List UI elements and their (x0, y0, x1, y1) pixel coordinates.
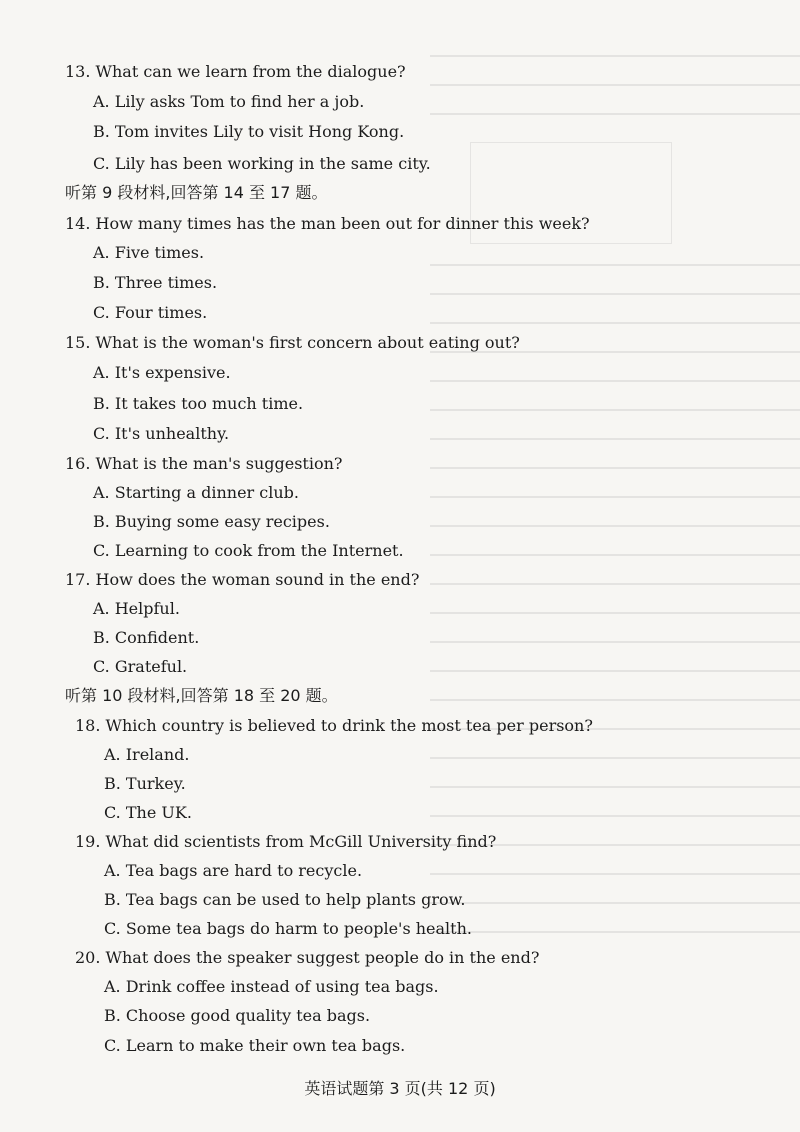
question-16-option-c: C. Learning to cook from the Internet. (93, 541, 404, 560)
question-18-stem: 18. Which country is believed to drink the most tea per person? (75, 716, 593, 735)
question-18-option-c: C. The UK. (104, 803, 192, 822)
page-footer: 英语试题第 3 页(共 12 页) (304, 1079, 496, 1098)
question-20-option-c: C. Learn to make their own tea bags. (104, 1036, 406, 1055)
question-13-option-b: B. Tom invites Lily to visit Hong Kong. (93, 122, 405, 141)
question-19-option-c: C. Some tea bags do harm to people's health. (104, 919, 472, 938)
question-14-option-a: A. Five times. (93, 243, 205, 262)
question-15-stem: 15. What is the woman's first concern about eating out? (65, 333, 520, 352)
question-19-option-a: A. Tea bags are hard to recycle. (104, 861, 363, 880)
question-20-stem: 20. What does the speaker suggest people do in the end? (75, 948, 540, 967)
question-17-option-c: C. Grateful. (93, 657, 188, 676)
question-16-option-a: A. Starting a dinner club. (93, 483, 299, 502)
question-18-option-b: B. Turkey. (104, 774, 186, 793)
question-19-option-b: B. Tea bags can be used to help plants grow. (104, 890, 466, 909)
question-13-stem: 13. What can we learn from the dialogue? (65, 62, 406, 81)
question-15-option-a: A. It's expensive. (93, 363, 231, 382)
question-16-option-b: B. Buying some easy recipes. (93, 512, 330, 531)
question-13-option-a: A. Lily asks Tom to find her a job. (93, 92, 365, 111)
question-17-stem: 17. How does the woman sound in the end? (65, 570, 420, 589)
question-15-option-c: C. It's unhealthy. (93, 424, 230, 443)
question-13-option-c: C. Lily has been working in the same city. (93, 154, 431, 173)
section-10-heading: 听第 10 段材料,回答第 18 至 20 题。 (65, 686, 338, 705)
question-14-option-c: C. Four times. (93, 303, 208, 322)
question-20-option-a: A. Drink coffee instead of using tea bags. (104, 977, 439, 996)
question-14-stem: 14. How many times has the man been out for dinner this week? (65, 214, 590, 233)
question-19-stem: 19. What did scientists from McGill University find? (75, 832, 497, 851)
question-17-option-a: A. Helpful. (93, 599, 180, 618)
question-18-option-a: A. Ireland. (104, 745, 190, 764)
question-15-option-b: B. It takes too much time. (93, 394, 304, 413)
question-14-option-b: B. Three times. (93, 273, 218, 292)
bleed-through-background (430, 55, 800, 1075)
question-20-option-b: B. Choose good quality tea bags. (104, 1006, 371, 1025)
question-17-option-b: B. Confident. (93, 628, 200, 647)
question-16-stem: 16. What is the man's suggestion? (65, 454, 343, 473)
section-9-heading: 听第 9 段材料,回答第 14 至 17 题。 (65, 183, 328, 202)
